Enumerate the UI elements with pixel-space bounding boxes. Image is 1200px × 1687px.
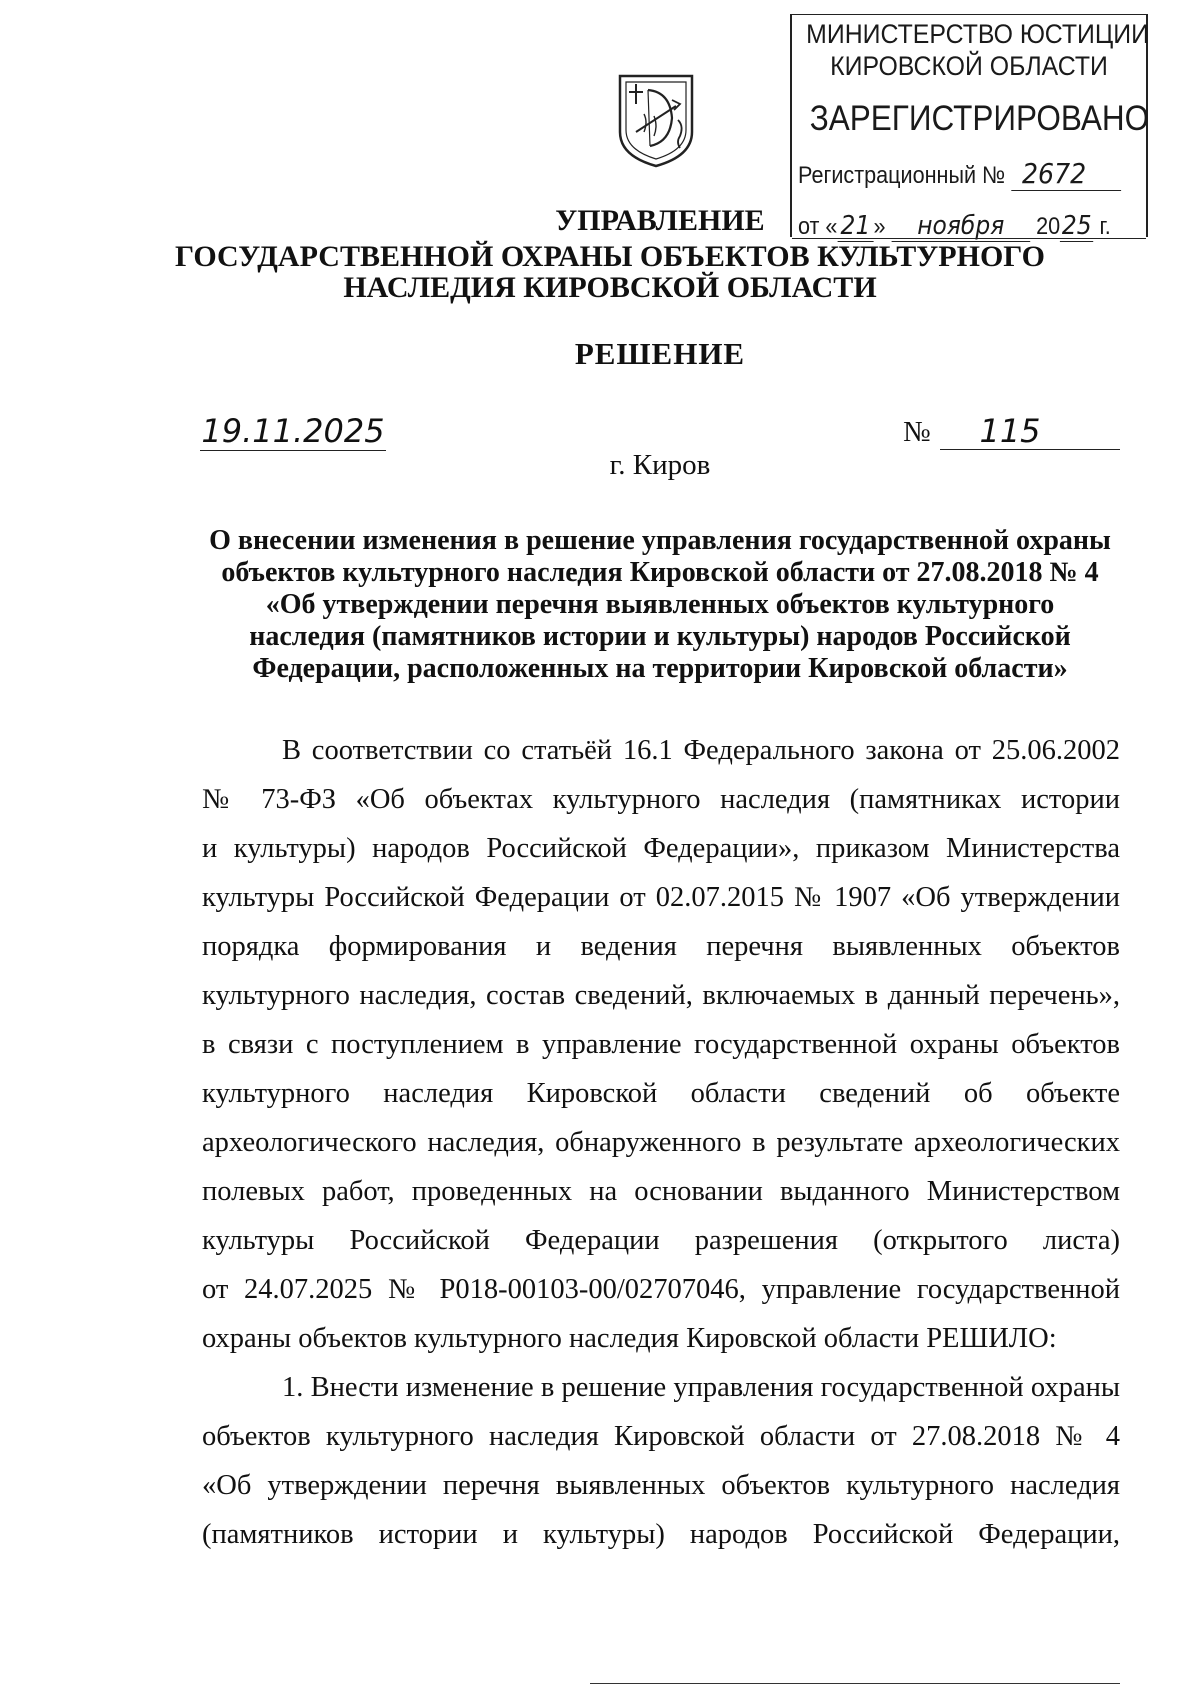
stamp-reg-row	[798, 157, 1121, 191]
stamp-date-end: г.	[1099, 213, 1111, 240]
header-line-1: УПРАВЛЕНИЕ	[555, 204, 765, 237]
body-line: (памятников истории и культуры) народов Российской Федерации,	[202, 1519, 1120, 1550]
stamp-bottom-border	[792, 238, 1146, 239]
document-number: 115	[940, 412, 1120, 450]
body-line: объектов культурного наследия Кировской области от 27.08.2018 № 4	[202, 1421, 1120, 1452]
document-city: г. Киров	[609, 449, 711, 481]
body-line: полевых работ, проведенных на основании выданного Министерством	[202, 1176, 1120, 1207]
stamp-ministry-line: МИНИСТЕРСТВО ЮСТИЦИИ	[806, 19, 1149, 49]
stamp-date-day: 21	[837, 211, 873, 242]
body-line: культурного наследия, состав сведений, включаемых в данный перечень»,	[202, 980, 1120, 1011]
body-line: В соответствии со статьёй 16.1 Федерального закона от 25.06.2002	[282, 735, 1120, 766]
body-line: и культуры) народов Российской Федерации», приказом Министерства	[202, 833, 1120, 864]
stamp-region-line: КИРОВСКОЙ ОБЛАСТИ	[830, 51, 1108, 81]
body-line: от 24.07.2025 № Р018-00103-00/02707046, управление государственной	[202, 1274, 1120, 1305]
body-line: порядка формирования и ведения перечня выявленных объектов	[202, 931, 1120, 962]
stamp-date-quote: »	[873, 213, 886, 240]
document-type: РЕШЕНИЕ	[574, 336, 746, 371]
body-line: № 73-ФЗ «Об объектах культурного наследия (памятниках истории	[202, 784, 1120, 815]
document-number-label: №	[903, 416, 931, 448]
body-line: культуры Российской Федерации разрешения (открытого листа)	[202, 1225, 1120, 1256]
subject-line: О внесении изменения в решение управления государственной охраны	[209, 525, 1111, 556]
subject-line: Федерации, расположенных на территории Кировской области»	[252, 653, 1068, 684]
subject-line: объектов культурного наследия Кировской области от 27.08.2018 № 4	[221, 557, 1099, 588]
body-line: «Об утверждении перечня выявленных объектов культурного наследия	[202, 1470, 1120, 1501]
body-line: культуры Российской Федерации от 02.07.2015 № 1907 «Об утверждении	[202, 882, 1120, 913]
stamp-date-year-prefix: 20	[1036, 213, 1061, 240]
document-date: 19.11.2025	[201, 412, 385, 450]
body-line: в связи с поступлением в управление государственной охраны объектов	[202, 1029, 1120, 1060]
body-line: культурного наследия Кировской области сведений об объекте	[202, 1078, 1120, 1109]
stamp-date-prefix: от «	[798, 213, 838, 240]
stamp-date-year: 25	[1061, 211, 1092, 241]
header-line-3: НАСЛЕДИЯ КИРОВСКОЙ ОБЛАСТИ	[343, 271, 877, 304]
subject-line: наследия (памятников истории и культуры) народов Российской	[249, 621, 1071, 652]
stamp-reg-label: Регистрационный №	[798, 162, 1006, 189]
header-line-2: ГОСУДАРСТВЕННОЙ ОХРАНЫ ОБЪЕКТОВ КУЛЬТУРНОГО	[175, 240, 1045, 273]
footer-divider	[590, 1683, 1120, 1684]
stamp-status: ЗАРЕГИСТРИРОВАНО	[809, 99, 1150, 138]
kirov-oblast-coat-of-arms-icon	[614, 70, 698, 170]
subject-line: «Об утверждении перечня выявленных объектов культурного	[265, 589, 1055, 620]
stamp-date-month: ноября	[891, 211, 1030, 242]
body-line: археологического наследия, обнаруженного в результате археологических	[202, 1127, 1120, 1158]
body-line: 1. Внести изменение в решение управления государственной охраны	[282, 1372, 1120, 1403]
body-line: охраны объектов культурного наследия Кировской области РЕШИЛО:	[202, 1323, 1057, 1354]
stamp-reg-number: 2672	[1011, 157, 1121, 191]
